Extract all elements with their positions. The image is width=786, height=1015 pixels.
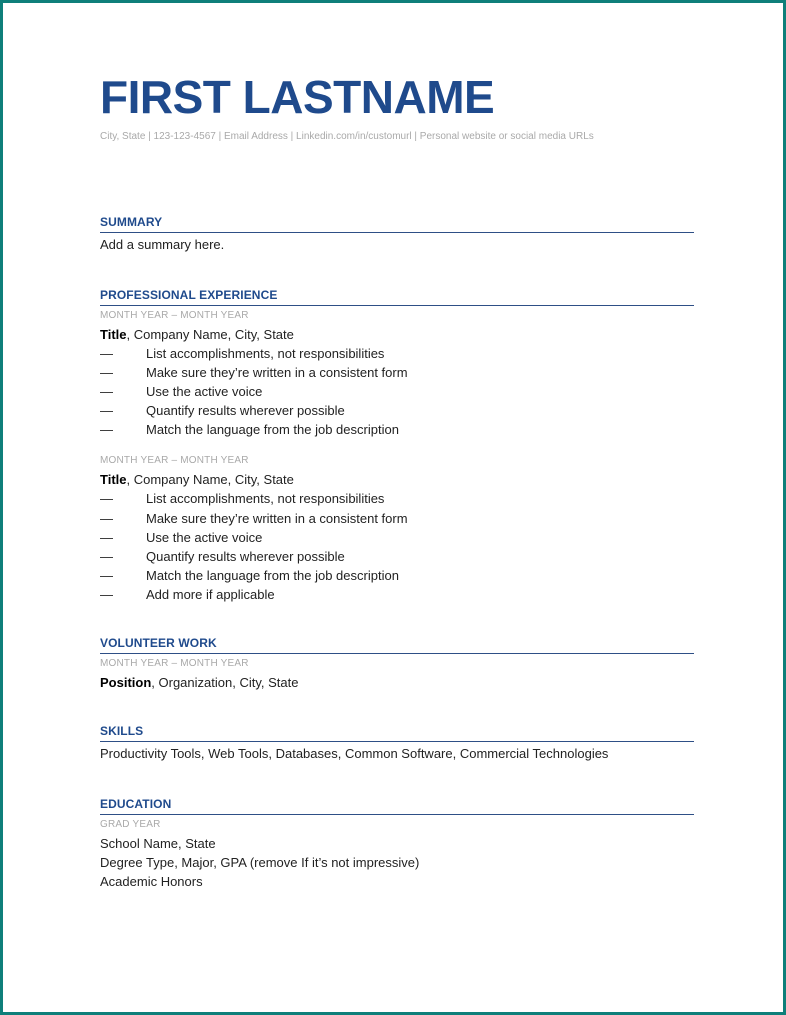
volunteer-organization: , Organization, City, State (151, 675, 299, 690)
education-section (100, 797, 694, 891)
list-item: — Match the language from the job description (100, 420, 694, 439)
dash-bullet: — (100, 510, 113, 526)
summary-section (100, 215, 694, 254)
job-entry (100, 309, 694, 439)
list-item: — Quantify results wherever possible (100, 401, 694, 420)
job-dates: MONTH YEAR – MONTH YEAR (100, 310, 249, 321)
experience-heading: PROFESSIONAL EXPERIENCE (100, 288, 694, 306)
dash-bullet: — (100, 422, 113, 438)
list-item: — Use the active voice (100, 382, 694, 401)
skills-heading: SKILLS (100, 724, 694, 742)
degree-line: Degree Type, Major, GPA (remove If it’s not impressive) (100, 855, 420, 870)
education-heading: EDUCATION (100, 797, 694, 815)
list-item: — Add more if applicable (100, 585, 694, 604)
volunteer-dates: MONTH YEAR – MONTH YEAR (100, 658, 249, 669)
volunteer-section (100, 636, 694, 692)
dash-bullet: — (100, 548, 113, 564)
dash-bullet: — (100, 365, 113, 381)
volunteer-line (100, 673, 694, 692)
job-bullets (100, 344, 694, 439)
list-item: — Quantify results wherever possible (100, 547, 694, 566)
dash-bullet: — (100, 491, 113, 507)
dash-bullet: — (100, 567, 113, 583)
dash-bullet: — (100, 529, 113, 545)
job-company: , Company Name, City, State (126, 327, 294, 342)
job-title: Title (100, 327, 127, 342)
job-title-line (100, 470, 694, 489)
list-item: — List accomplishments, not responsibilities (100, 489, 694, 508)
list-item: — Make sure they’re written in a consistent form (100, 363, 694, 382)
job-entry (100, 454, 694, 604)
job-bullets (100, 489, 694, 604)
job-title-line (100, 325, 694, 344)
skills-text: Productivity Tools, Web Tools, Databases, Common Software, Commercial Technologies (100, 746, 609, 761)
resume-name: FIRST LASTNAME (100, 71, 495, 123)
dash-bullet: — (100, 586, 113, 602)
volunteer-heading: VOLUNTEER WORK (100, 636, 694, 654)
academic-honors: Academic Honors (100, 874, 203, 889)
skills-section (100, 724, 694, 763)
experience-section (100, 288, 694, 604)
volunteer-position: Position (100, 675, 152, 690)
job-dates: MONTH YEAR – MONTH YEAR (100, 455, 249, 467)
list-item: — Make sure they’re written in a consistent form (100, 509, 694, 528)
job-title: Title (100, 472, 127, 488)
dash-bullet: — (100, 403, 113, 419)
contact-line: City, State | 123-123-4567 | Email Address | Linkedin.com/in/customurl | Personal website or social media URLs (100, 131, 594, 142)
summary-heading: SUMMARY (100, 215, 694, 233)
grad-year: GRAD YEAR (100, 819, 161, 830)
job-company: , Company Name, City, State (126, 472, 294, 488)
list-item: — Match the language from the job description (100, 566, 694, 585)
list-item: — Use the active voice (100, 528, 694, 547)
summary-text: Add a summary here. (100, 237, 225, 252)
list-item: — List accomplishments, not responsibilities (100, 344, 694, 363)
school-name: School Name, State (100, 836, 216, 851)
dash-bullet: — (100, 346, 113, 361)
dash-bullet: — (100, 384, 113, 400)
